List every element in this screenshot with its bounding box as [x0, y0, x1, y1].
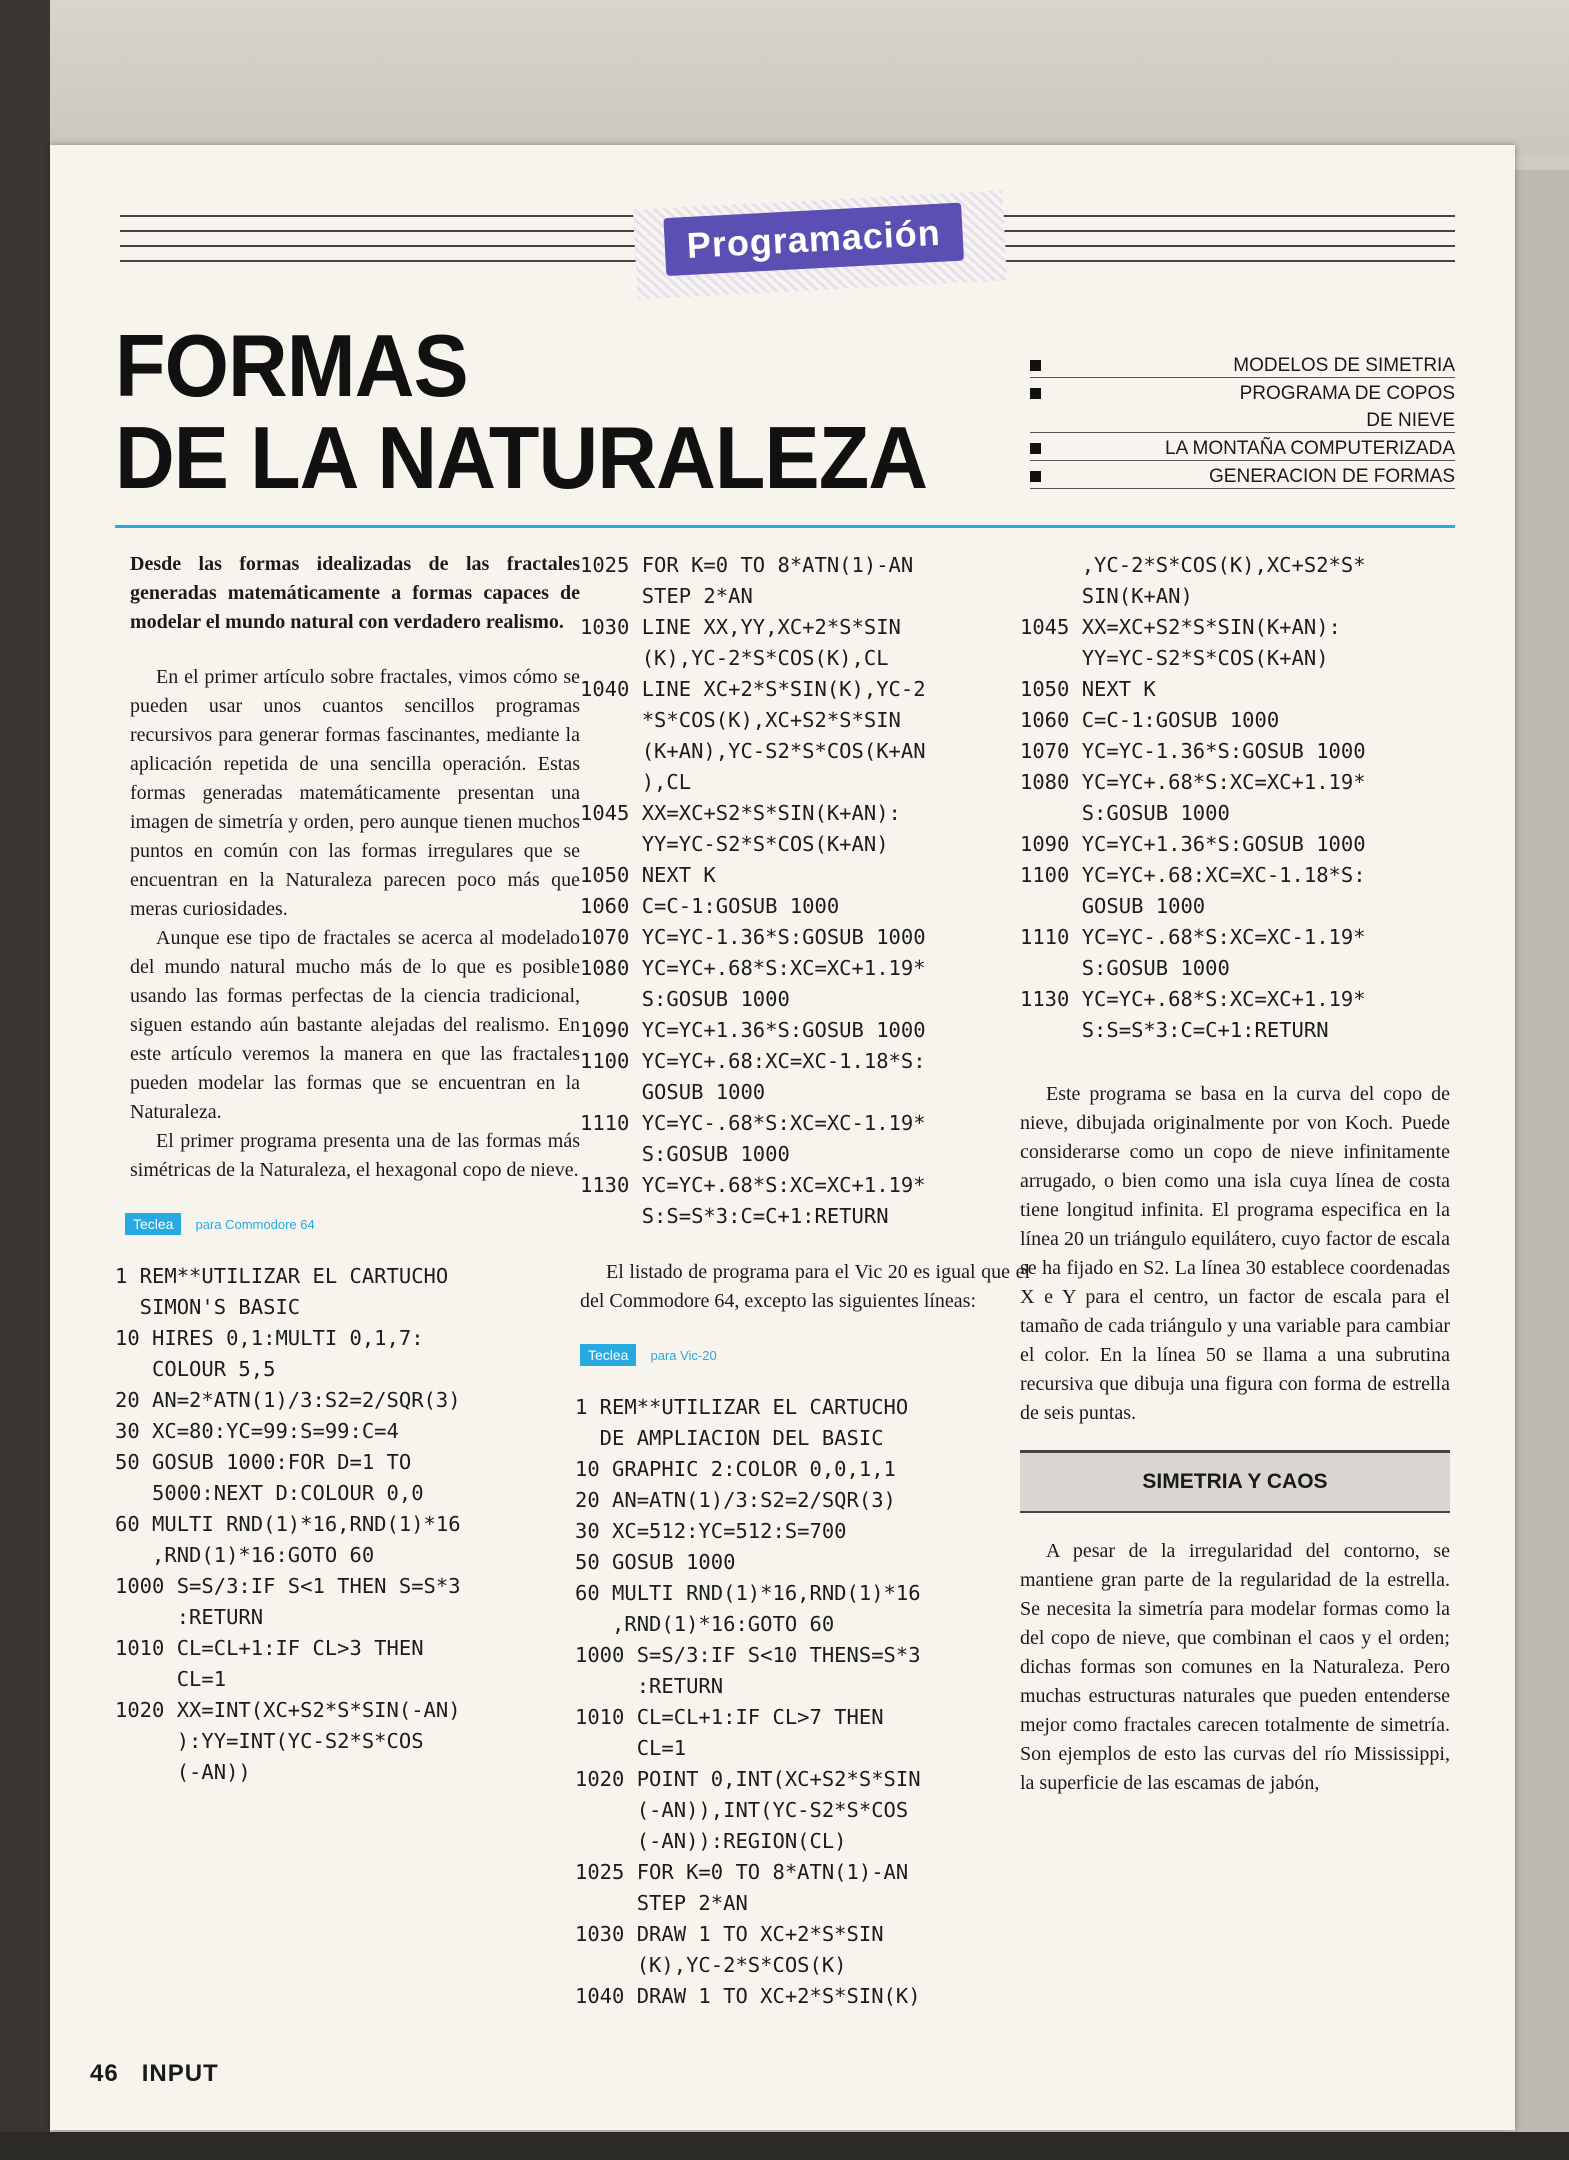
body-paragraph: El primer programa presenta una de las formas más simétricas de la Naturaleza, el hexagonal copo de nieve.: [130, 1130, 580, 1181]
topics-list: [1030, 350, 1455, 489]
scan-binding-shadow: [0, 0, 50, 2160]
magazine-name: INPUT: [141, 2060, 219, 2087]
teclea-tag-c64: [125, 1213, 580, 1235]
bullet-icon: [1030, 388, 1041, 399]
column-1: [100, 550, 580, 1788]
body-paragraph: A pesar de la irregularidad del contorno, se mantiene gran parte de la regularidad de la estrella. Se necesita la simetría para modelar formas como la del copo de nieve, que combinan el caos y el orden; dichas formas son comunes en la Naturaleza. Pero muchas estructuras naturales que pueden entenderse mejor como fractales carecen totalmente de simetría. Son ejemplos de esto las curvas del río Mississippi, la superficie de las escamas de jabón,: [1020, 1540, 1450, 1794]
page-number: 46: [90, 2060, 119, 2087]
bullet-icon: [1030, 471, 1041, 482]
body-paragraph: Aunque ese tipo de fractales se acerca al modelado del mundo natural mucho más de lo que es posible usando las formas perfectas de la ciencia tradicional, siguen estando aún bastante alejadas del realismo. En este artículo veremos la manera en que las fractales pueden modelar las formas que se encuentran en la Naturaleza.: [130, 927, 580, 1123]
topic-item: PROGRAMA DE COPOS: [1030, 378, 1455, 405]
column-3: [1020, 550, 1470, 1798]
code-listing-c64-part2: 1025 FOR K=0 TO 8*ATN(1)-AN STEP 2*AN 1030 LINE XX,YY,XC+2*S*SIN (K),YC-2*S*COS(K),CL 1040 LINE XC+2*S*SIN(K),YC-2 *S*COS(K),XC+S2*S*SIN (K+AN),YC-S2*S*COS(K+AN ),CL 1045 XX=XC+S2*S*SIN(K+AN): YY=YC-S2*S*COS(K+AN) 1050 NEXT K 1060 C=C-1:GOSUB 1000 1070 YC=YC-1.36*S:GOSUB 1000 1080 YC=YC+.68*S:XC=XC+1.19* S:GOSUB 1000 1090 YC=YC+1.36*S:GOSUB 1000 1100 YC=YC+.68:XC=XC-1.18*S: GOSUB 1000 1110 YC=YC-.68*S:XC=XC-1.19* S:GOSUB 1000 1130 YC=YC+.68*S:XC=XC+1.19* S:S=S*3:C=C+1:RETURN: [580, 553, 926, 1228]
bullet-icon: [1030, 360, 1041, 371]
header-rules-right: [955, 215, 1455, 275]
topic-item: GENERACION DE FORMAS: [1030, 461, 1455, 489]
page-footer: [90, 2060, 219, 2088]
article-title: [115, 316, 928, 507]
body-paragraph: El listado de programa para el Vic 20 es igual que el del Commodore 64, excepto las siguientes líneas:: [580, 1261, 1030, 1312]
title-line-2: DE LA NATURALEZA: [115, 408, 928, 507]
teclea-platform: para Commodore 64: [195, 1216, 315, 1232]
code-listing-c64-part1: 1 REM**UTILIZAR EL CARTUCHO SIMON'S BASIC 10 HIRES 0,1:MULTI 0,1,7: COLOUR 5,5 20 AN=2*ATN(1)/3:S2=2/SQR(3) 30 XC=80:YC=99:S=99:C=4 50 GOSUB 1000:FOR D=1 TO 5000:NEXT D:COLOUR 0,0 60 MULTI RND(1)*16,RND(1)*16 ,RND(1)*16:GOTO 60 1000 S=S/3:IF S<1 THEN S=S*3 :RETURN 1010 CL=CL+1:IF CL>3 THEN CL=1 1020 XX=INT(XC+S2*S*SIN(-AN) ):YY=INT(YC-S2*S*COS (-AN)): [115, 1264, 461, 1784]
teclea-tag-vic20: [580, 1344, 1040, 1366]
teclea-badge: Teclea: [580, 1344, 636, 1366]
title-divider: [115, 525, 1455, 528]
title-line-1: FORMAS: [115, 316, 468, 415]
bullet-icon: [1030, 443, 1041, 454]
body-paragraph: En el primer artículo sobre fractales, vimos cómo se pueden usar unos cuantos sencillos programas recursivos para generar formas fascinantes, mediante la aplicación repetida de una sencilla operación. Estas formas generadas matemáticamente presentan una imagen de simetría y orden, pero aunque tienen muchos puntos en común con las formas irregulares que se encuentran en la Naturaleza parecen poco más que meras curiosidades.: [130, 666, 580, 920]
subsection-title: SIMETRIA Y CAOS: [1142, 1470, 1328, 1493]
scan-next-page-edge: [1515, 170, 1569, 2160]
magazine-page: [50, 145, 1515, 2130]
body-paragraph: Este programa se basa en la curva del copo de nieve, dibujada originalmente por von Koch. Puede considerarse como un copo de nieve infinitamente arrugado, o bien como una isla cuya línea de costa tiene longitud infinita. El programa especifica en la línea 20 un triángulo equilátero, cuyo factor de escala se ha fijado en S2. La línea 30 establece coordenadas X e Y para el centro, un factor de escala para el tamaño de cada triángulo y una variable para cambiar el color. En la línea 50 se llama a una subrutina recursiva que dibuja una figura con forma de estrella de seis puntas.: [1020, 1083, 1450, 1424]
article-lead: Desde las formas idealizadas de las fractales generadas matemáticamente a formas capaces de modelar el mundo natural con verdadero realismo.: [130, 553, 580, 633]
section-banner: [633, 190, 1007, 299]
topic-item: MODELOS DE SIMETRIA: [1030, 350, 1455, 378]
teclea-platform: para Vic-20: [650, 1347, 717, 1363]
scan-background-top: [0, 0, 1569, 155]
topic-item: LA MONTAÑA COMPUTERIZADA: [1030, 433, 1455, 461]
topic-item: DE NIEVE: [1030, 405, 1455, 433]
column-2: [570, 550, 1040, 2012]
subsection-heading: [1020, 1450, 1450, 1513]
section-label: Programación: [663, 203, 964, 277]
code-listing-vic20: 1 REM**UTILIZAR EL CARTUCHO DE AMPLIACION DEL BASIC 10 GRAPHIC 2:COLOR 0,0,1,1 20 AN=ATN(1)/3:S2=2/SQR(3) 30 XC=512:YC=512:S=700 50 GOSUB 1000 60 MULTI RND(1)*16,RND(1)*16 ,RND(1)*16:GOTO 60 1000 S=S/3:IF S<10 THENS=S*3 :RETURN 1010 CL=CL+1:IF CL>7 THEN CL=1 1020 POINT 0,INT(XC+S2*S*SIN (-AN)),INT(YC-S2*S*COS (-AN)):REGION(CL) 1025 FOR K=0 TO 8*ATN(1)-AN STEP 2*AN 1030 DRAW 1 TO XC+2*S*SIN (K),YC-2*S*COS(K) 1040 DRAW 1 TO XC+2*S*SIN(K): [575, 1395, 921, 2008]
teclea-badge: Teclea: [125, 1213, 181, 1235]
scan-background-bottom: [0, 2132, 1569, 2160]
code-listing-vic20-continued: ,YC-2*S*COS(K),XC+S2*S* SIN(K+AN) 1045 XX=XC+S2*S*SIN(K+AN): YY=YC-S2*S*COS(K+AN) 1050 NEXT K 1060 C=C-1:GOSUB 1000 1070 YC=YC-1.36*S:GOSUB 1000 1080 YC=YC+.68*S:XC=XC+1.19* S:GOSUB 1000 1090 YC=YC+1.36*S:GOSUB 1000 1100 YC=YC+.68:XC=XC-1.18*S: GOSUB 1000 1110 YC=YC-.68*S:XC=XC-1.19* S:GOSUB 1000 1130 YC=YC+.68*S:XC=XC+1.19* S:S=S*3:C=C+1:RETURN: [1020, 553, 1366, 1042]
header-rules-left: [120, 215, 650, 275]
